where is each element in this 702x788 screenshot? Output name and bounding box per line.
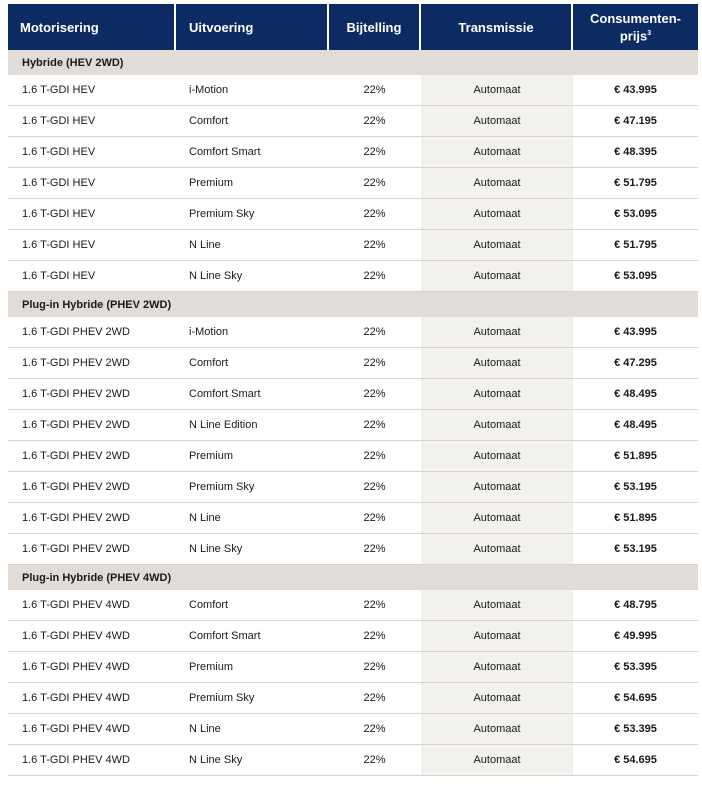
table-row: [8, 621, 698, 652]
cell-consumentenprijs: € 54.695: [614, 754, 657, 766]
cell-motorisering: 1.6 T-GDI PHEV 2WD: [22, 450, 130, 462]
cell-motorisering: 1.6 T-GDI PHEV 4WD: [22, 723, 130, 735]
cell-uitvoering: Comfort: [189, 599, 229, 611]
cell-transmissie: Automaat: [421, 168, 573, 198]
cell-bijtelling: 22%: [329, 683, 421, 713]
cell-transmissie: Automaat: [421, 261, 573, 291]
cell-uitvoering: Comfort Smart: [189, 146, 261, 158]
cell-bijtelling: 22%: [329, 75, 421, 105]
cell-bijtelling: 22%: [329, 441, 421, 471]
table-row: [8, 348, 698, 379]
cell-bijtelling: 22%: [329, 106, 421, 136]
cell-bijtelling: 22%: [329, 590, 421, 620]
cell-transmissie: Automaat: [421, 714, 573, 744]
cell-uitvoering: Premium Sky: [189, 692, 255, 704]
cell-consumentenprijs: € 51.895: [614, 512, 657, 524]
section-header: Plug-in Hybride (PHEV 2WD): [8, 292, 698, 317]
table-row: [8, 714, 698, 745]
cell-motorisering: 1.6 T-GDI PHEV 2WD: [22, 388, 130, 400]
cell-motorisering: 1.6 T-GDI HEV: [22, 239, 96, 251]
column-header-transmissie: Transmissie: [421, 4, 573, 50]
cell-bijtelling: 22%: [329, 714, 421, 744]
cell-consumentenprijs: € 47.295: [614, 357, 657, 369]
cell-transmissie: Automaat: [421, 534, 573, 564]
cell-motorisering: 1.6 T-GDI PHEV 2WD: [22, 512, 130, 524]
table-row: [8, 379, 698, 410]
table-row: [8, 534, 698, 565]
cell-uitvoering: N Line: [189, 512, 221, 524]
cell-bijtelling: 22%: [329, 652, 421, 682]
cell-consumentenprijs: € 49.995: [614, 630, 657, 642]
cell-uitvoering: Comfort Smart: [189, 388, 261, 400]
table-row: [8, 441, 698, 472]
cell-consumentenprijs: € 48.495: [614, 388, 657, 400]
cell-bijtelling: 22%: [329, 472, 421, 502]
cell-transmissie: Automaat: [421, 472, 573, 502]
cell-transmissie: Automaat: [421, 137, 573, 167]
cell-consumentenprijs: € 43.995: [614, 326, 657, 338]
cell-motorisering: 1.6 T-GDI HEV: [22, 208, 96, 220]
cell-bijtelling: 22%: [329, 745, 421, 775]
table-header: [8, 4, 698, 50]
cell-transmissie: Automaat: [421, 348, 573, 378]
cell-uitvoering: N Line Sky: [189, 543, 243, 555]
cell-uitvoering: N Line Sky: [189, 754, 243, 766]
cell-motorisering: 1.6 T-GDI HEV: [22, 177, 96, 189]
table-row: [8, 745, 698, 776]
cell-motorisering: 1.6 T-GDI PHEV 2WD: [22, 419, 130, 431]
cell-consumentenprijs: € 53.095: [614, 208, 657, 220]
cell-uitvoering: Premium Sky: [189, 481, 255, 493]
cell-transmissie: Automaat: [421, 683, 573, 713]
column-header-prijs-line2: [620, 26, 651, 43]
cell-uitvoering: Premium: [189, 177, 234, 189]
table-row: [8, 410, 698, 441]
cell-bijtelling: 22%: [329, 137, 421, 167]
table-row: [8, 75, 698, 106]
cell-bijtelling: 22%: [329, 317, 421, 347]
cell-consumentenprijs: € 53.195: [614, 543, 657, 555]
cell-transmissie: Automaat: [421, 441, 573, 471]
cell-uitvoering: Premium Sky: [189, 208, 255, 220]
cell-motorisering: 1.6 T-GDI HEV: [22, 270, 96, 282]
cell-motorisering: 1.6 T-GDI PHEV 2WD: [22, 357, 130, 369]
table-row: [8, 230, 698, 261]
cell-motorisering: 1.6 T-GDI PHEV 4WD: [22, 692, 130, 704]
cell-consumentenprijs: € 54.695: [614, 692, 657, 704]
column-header-prijs-line1: Consumenten-: [590, 10, 681, 26]
cell-consumentenprijs: € 51.895: [614, 450, 657, 462]
cell-uitvoering: Premium: [189, 450, 234, 462]
cell-uitvoering: N Line Sky: [189, 270, 243, 282]
cell-bijtelling: 22%: [329, 410, 421, 440]
table-row: [8, 199, 698, 230]
cell-bijtelling: 22%: [329, 534, 421, 564]
table-row: [8, 137, 698, 168]
cell-bijtelling: 22%: [329, 261, 421, 291]
cell-uitvoering: i-Motion: [189, 326, 229, 338]
cell-consumentenprijs: € 48.395: [614, 146, 657, 158]
cell-transmissie: Automaat: [421, 379, 573, 409]
cell-consumentenprijs: € 53.395: [614, 723, 657, 735]
cell-bijtelling: 22%: [329, 230, 421, 260]
cell-bijtelling: 22%: [329, 379, 421, 409]
section-header: Hybride (HEV 2WD): [8, 50, 698, 75]
cell-uitvoering: i-Motion: [189, 84, 229, 96]
section-header: Plug-in Hybride (PHEV 4WD): [8, 565, 698, 590]
table-row: [8, 168, 698, 199]
cell-motorisering: 1.6 T-GDI PHEV 2WD: [22, 481, 130, 493]
table-body: [8, 50, 698, 776]
cell-uitvoering: N Line: [189, 239, 221, 251]
prijs-word: prijs: [619, 28, 648, 44]
cell-transmissie: Automaat: [421, 106, 573, 136]
cell-transmissie: Automaat: [421, 503, 573, 533]
cell-uitvoering: N Line: [189, 723, 221, 735]
cell-motorisering: 1.6 T-GDI PHEV 4WD: [22, 630, 130, 642]
cell-motorisering: 1.6 T-GDI PHEV 4WD: [22, 599, 130, 611]
table-row: [8, 590, 698, 621]
column-header-bijtelling: Bijtelling: [329, 4, 421, 50]
cell-transmissie: Automaat: [421, 621, 573, 651]
cell-uitvoering: Comfort: [189, 357, 229, 369]
cell-consumentenprijs: € 51.795: [614, 177, 657, 189]
table-row: [8, 317, 698, 348]
table-row: [8, 472, 698, 503]
cell-motorisering: 1.6 T-GDI HEV: [22, 146, 96, 158]
table-row: [8, 683, 698, 714]
cell-motorisering: 1.6 T-GDI HEV: [22, 84, 96, 96]
cell-motorisering: 1.6 T-GDI PHEV 2WD: [22, 326, 130, 338]
cell-consumentenprijs: € 53.395: [614, 661, 657, 673]
cell-consumentenprijs: € 43.995: [614, 84, 657, 96]
cell-uitvoering: Comfort: [189, 115, 229, 127]
cell-transmissie: Automaat: [421, 410, 573, 440]
cell-bijtelling: 22%: [329, 621, 421, 651]
column-header-motorisering: Motorisering: [8, 4, 176, 50]
cell-motorisering: 1.6 T-GDI PHEV 4WD: [22, 661, 130, 673]
cell-consumentenprijs: € 53.195: [614, 481, 657, 493]
cell-consumentenprijs: € 47.195: [614, 115, 657, 127]
cell-bijtelling: 22%: [329, 503, 421, 533]
cell-transmissie: Automaat: [421, 75, 573, 105]
cell-transmissie: Automaat: [421, 745, 573, 775]
cell-consumentenprijs: € 51.795: [614, 239, 657, 251]
cell-motorisering: 1.6 T-GDI PHEV 4WD: [22, 754, 130, 766]
cell-consumentenprijs: € 48.495: [614, 419, 657, 431]
cell-motorisering: 1.6 T-GDI PHEV 2WD: [22, 543, 130, 555]
cell-uitvoering: Comfort Smart: [189, 630, 261, 642]
price-table: [8, 4, 698, 776]
table-row: [8, 261, 698, 292]
cell-uitvoering: N Line Edition: [189, 419, 258, 431]
cell-consumentenprijs: € 53.095: [614, 270, 657, 282]
cell-motorisering: 1.6 T-GDI HEV: [22, 115, 96, 127]
cell-bijtelling: 22%: [329, 168, 421, 198]
cell-transmissie: Automaat: [421, 652, 573, 682]
cell-bijtelling: 22%: [329, 348, 421, 378]
cell-transmissie: Automaat: [421, 230, 573, 260]
cell-uitvoering: Premium: [189, 661, 234, 673]
column-header-consumentenprijs: [573, 4, 698, 50]
table-row: [8, 106, 698, 137]
cell-consumentenprijs: € 48.795: [614, 599, 657, 611]
cell-transmissie: Automaat: [421, 199, 573, 229]
cell-bijtelling: 22%: [329, 199, 421, 229]
table-row: [8, 652, 698, 683]
footnote-marker: 3: [647, 29, 652, 37]
table-row: [8, 503, 698, 534]
cell-transmissie: Automaat: [421, 590, 573, 620]
column-header-uitvoering: Uitvoering: [176, 4, 329, 50]
cell-transmissie: Automaat: [421, 317, 573, 347]
